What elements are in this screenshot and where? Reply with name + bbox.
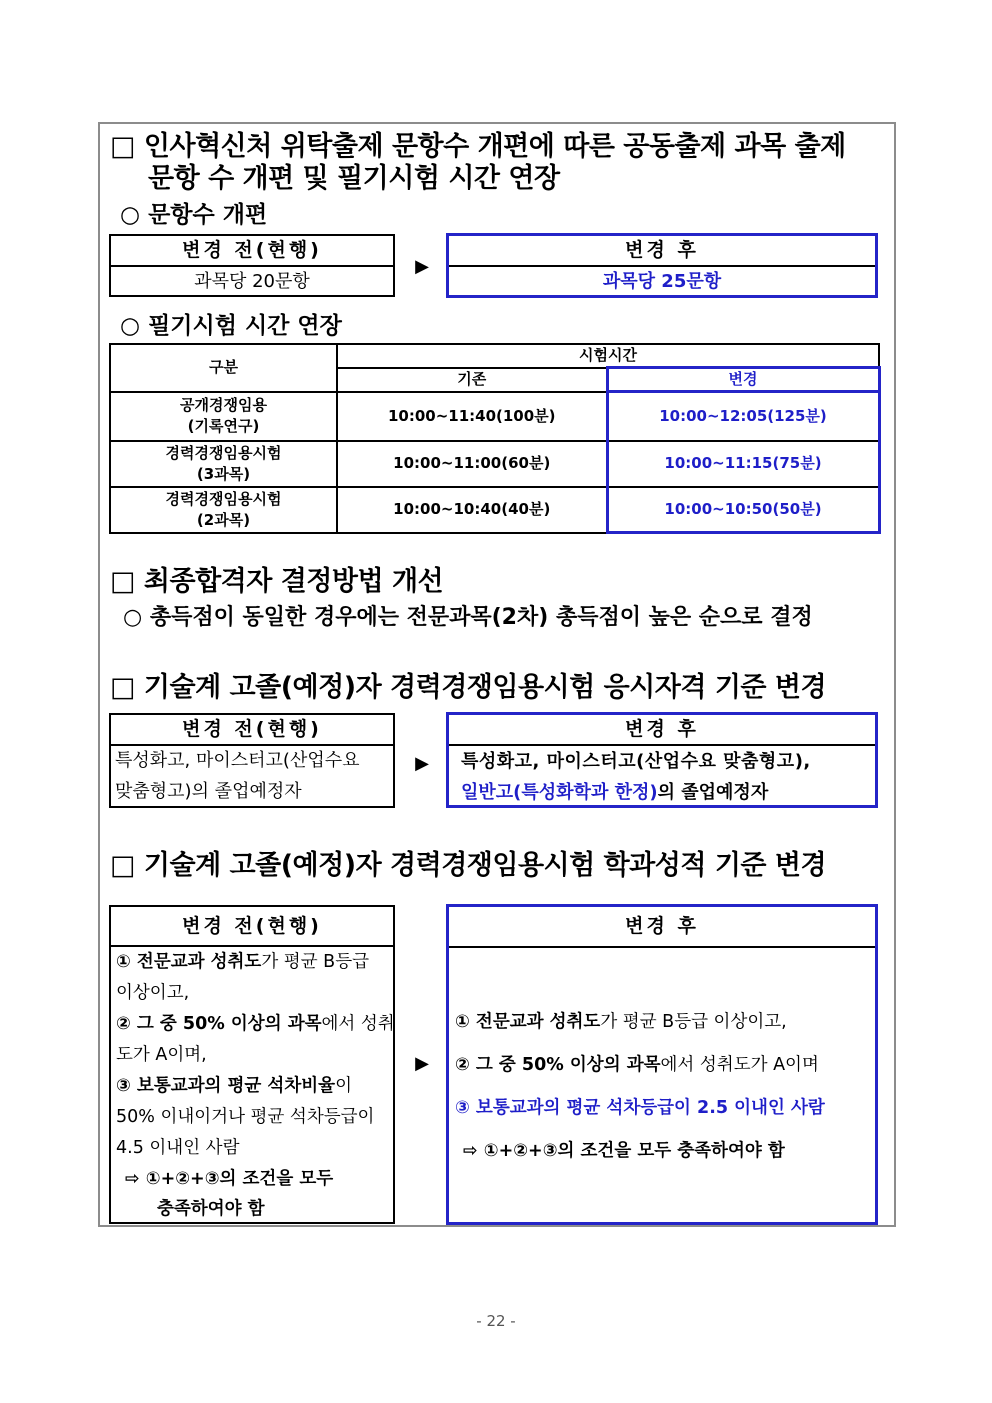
section3-title: □ 기술계 고졸(예정)자 경력경쟁임용시험 응시자격 기준 변경 [110,672,827,703]
row-new-time: 10:00~10:50(50분) [607,487,879,533]
table-header-old: 기존 [337,368,607,392]
table-row [110,487,879,533]
sec4-before-l7: 4.5 이내인 사람 [116,1138,240,1158]
sec3-after-box [446,712,878,808]
row-label: 경력경쟁임용시험 (2과목) [110,487,337,533]
sec3-before-box [109,713,395,808]
sub1-after-box [446,233,878,298]
table-header-new: 변경 [607,368,879,392]
sub2-heading: ○ 필기시험 시간 연장 [120,313,342,339]
arrow-icon: ▶ [415,1053,429,1074]
arrow-icon: ▶ [415,256,429,277]
sub1-before-header: 변경 전(현행) [111,236,393,267]
sec4-before-header: 변경 전(현행) [111,907,393,947]
section4-title: □ 기술계 고졸(예정)자 경력경쟁임용시험 학과성적 기준 변경 [110,850,827,881]
sec4-before-l2: 이상이고, [116,983,190,1003]
page-number: - 22 - [476,1312,516,1330]
sec4-after-header: 변경 후 [449,907,875,948]
section1-title-line1: □ 인사혁신처 위탁출제 문항수 개편에 따른 공동출제 과목 출제 [110,131,846,162]
section1-title-line2: 문항 수 개편 및 필기시험 시간 연장 [148,163,560,194]
exam-time-table [109,343,881,534]
table-header-exam-time: 시험시간 [337,344,879,368]
sec4-before-l8: ⇨ ①+②+③의 조건을 모두 [125,1169,334,1189]
sec4-before-l4: 도가 A이며, [116,1045,207,1065]
sec4-before-l1: ① 전문교과 성취도가 평균 B등급 [116,952,369,972]
sec4-before-l5: ③ 보통교과의 평균 석차비율이 [116,1076,352,1096]
sec3-after-line1: 특성화고, 마이스터고(산업수요 맞춤형고), [461,751,811,772]
sec4-before-l9: 충족하여야 함 [157,1199,265,1219]
sec3-after-header: 변경 후 [449,715,875,746]
sec3-before-line1: 특성화고, 마이스터고(산업수요 [115,750,360,771]
sec4-after-box [446,904,878,1225]
row-label: 공개경쟁임용 (기록연구) [110,392,337,441]
row-old-time: 10:00~10:40(40분) [337,487,607,533]
table-row [110,441,879,487]
sec4-before-box [109,905,395,1224]
sec4-before-l3: ② 그 중 50% 이상의 과목에서 성취 [116,1014,395,1034]
sec4-before-l6: 50% 이내이거나 평균 석차등급이 [116,1107,375,1127]
sec3-after-line2: 일반고(특성화학과 한정)의 졸업예정자 [461,782,769,803]
arrow-icon: ▶ [415,753,429,774]
sec4-after-l1: ① 전문교과 성취도가 평균 B등급 이상이고, [455,1012,787,1032]
table-header-category: 구분 [110,344,337,392]
sub1-heading: ○ 문항수 개편 [120,202,268,228]
row-label: 경력경쟁임용시험 (3과목) [110,441,337,487]
row-new-time: 10:00~11:15(75분) [607,441,879,487]
sub1-after-value: 과목당 25문항 [602,271,722,292]
section2-item: ○ 총득점이 동일한 경우에는 전문과목(2차) 총득점이 높은 순으로 결정 [123,605,813,630]
sub1-before-value: 과목당 20문항 [194,271,310,292]
sec4-after-l4: ⇨ ①+②+③의 조건을 모두 충족하여야 함 [463,1141,785,1161]
sec3-before-line2: 맞춤형고)의 졸업예정자 [115,781,302,802]
table-row [110,392,879,441]
sec4-after-l3: ③ 보통교과의 평균 석차등급이 2.5 이내인 사람 [455,1098,825,1118]
row-old-time: 10:00~11:00(60분) [337,441,607,487]
sec4-after-l2: ② 그 중 50% 이상의 과목에서 성취도가 A이며 [455,1055,819,1075]
sec3-before-header: 변경 전(현행) [111,715,393,746]
section2-title: □ 최종합격자 결정방법 개선 [110,566,444,597]
sub1-before-box [109,234,395,297]
sub1-after-header: 변경 후 [449,236,875,267]
row-new-time: 10:00~12:05(125분) [607,392,879,441]
row-old-time: 10:00~11:40(100분) [337,392,607,441]
